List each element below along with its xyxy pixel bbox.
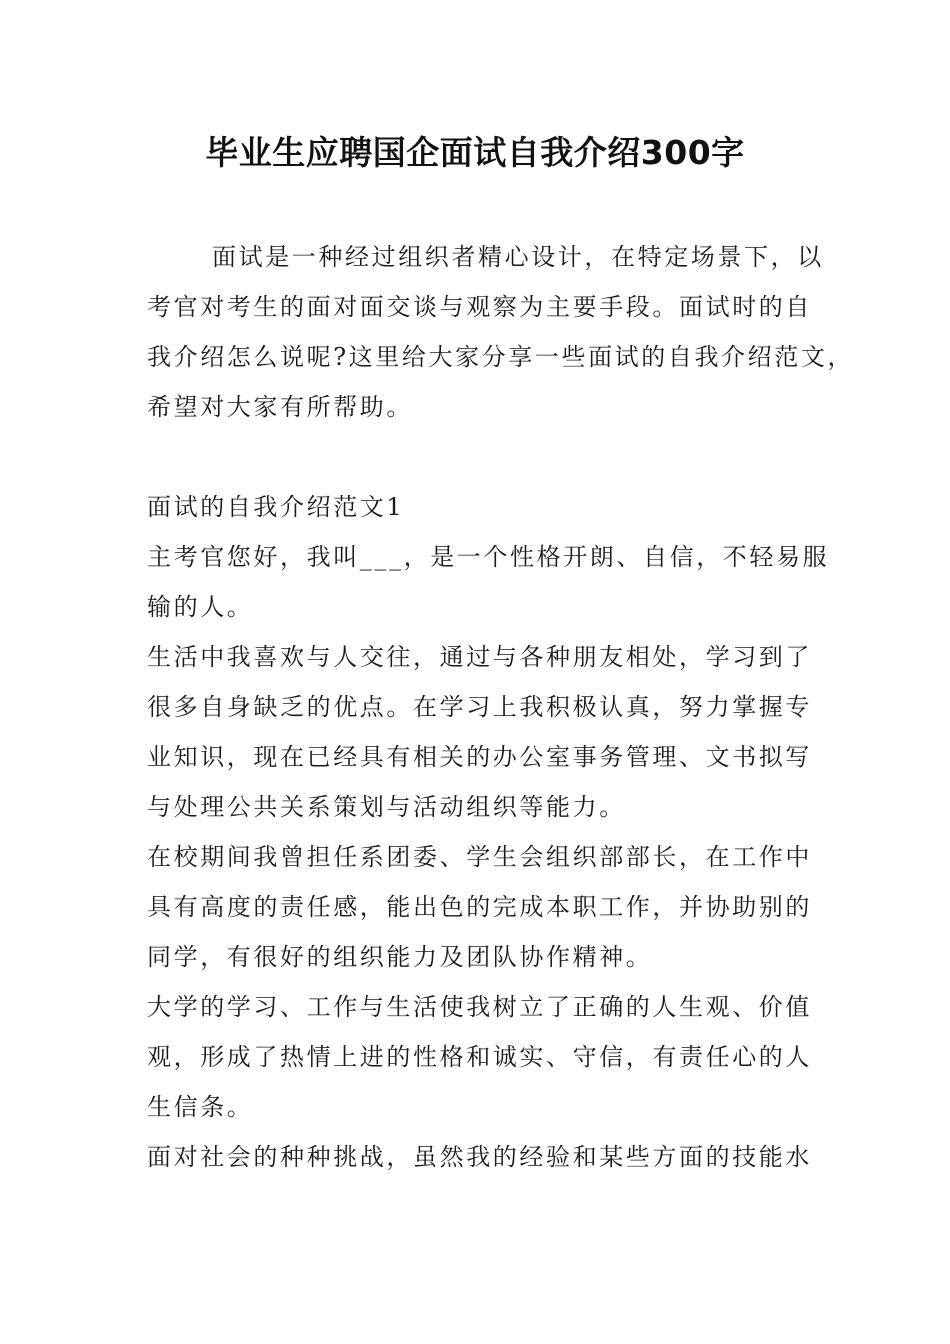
intro-line: 面试是一种经过组织者精心设计，在特定场景下，以 [212,243,824,271]
paragraph-line: 很多自身缺乏的优点。在学习上我积极认真，努力掌握专 [147,693,812,721]
paragraph-line: 面对社会的种种挑战，虽然我的经验和某些方面的技能水 [147,1143,812,1171]
paragraph-line: 大学的学习、工作与生活使我树立了正确的人生观、价值 [147,993,812,1021]
paragraph-line: 同学，有很好的组织能力及团队协作精神。 [147,943,653,971]
paragraph-line: 业知识，现在已经具有相关的办公室事务管理、文书拟写 [147,743,812,771]
section-heading: 面试的自我介绍范文1 [147,493,405,521]
document-title: 毕业生应聘国企面试自我介绍300字 [205,133,745,172]
paragraph-line: 主考官您好，我叫___，是一个性格开朗、自信，不轻易服 [147,543,830,571]
paragraph-line: 观，形成了热情上进的性格和诚实、守信，有责任心的人 [147,1043,812,1071]
paragraph-line: 与处理公共关系策划与活动组织等能力。 [147,793,626,821]
intro-line: 考官对考生的面对面交谈与观察为主要手段。面试时的自 [147,293,812,321]
paragraph-line: 生活中我喜欢与人交往，通过与各种朋友相处，学习到了 [147,643,812,671]
paragraph-line: 输的人。 [147,593,254,621]
paragraph-line: 具有高度的责任感，能出色的完成本职工作，并协助别的 [147,893,812,921]
intro-line: 我介绍怎么说呢?这里给大家分享一些面试的自我介绍范文， [147,343,855,371]
paragraph-line: 生信条。 [147,1093,254,1121]
paragraph-line: 在校期间我曾担任系团委、学生会组织部部长，在工作中 [147,843,812,871]
intro-line: 希望对大家有所帮助。 [147,393,413,421]
